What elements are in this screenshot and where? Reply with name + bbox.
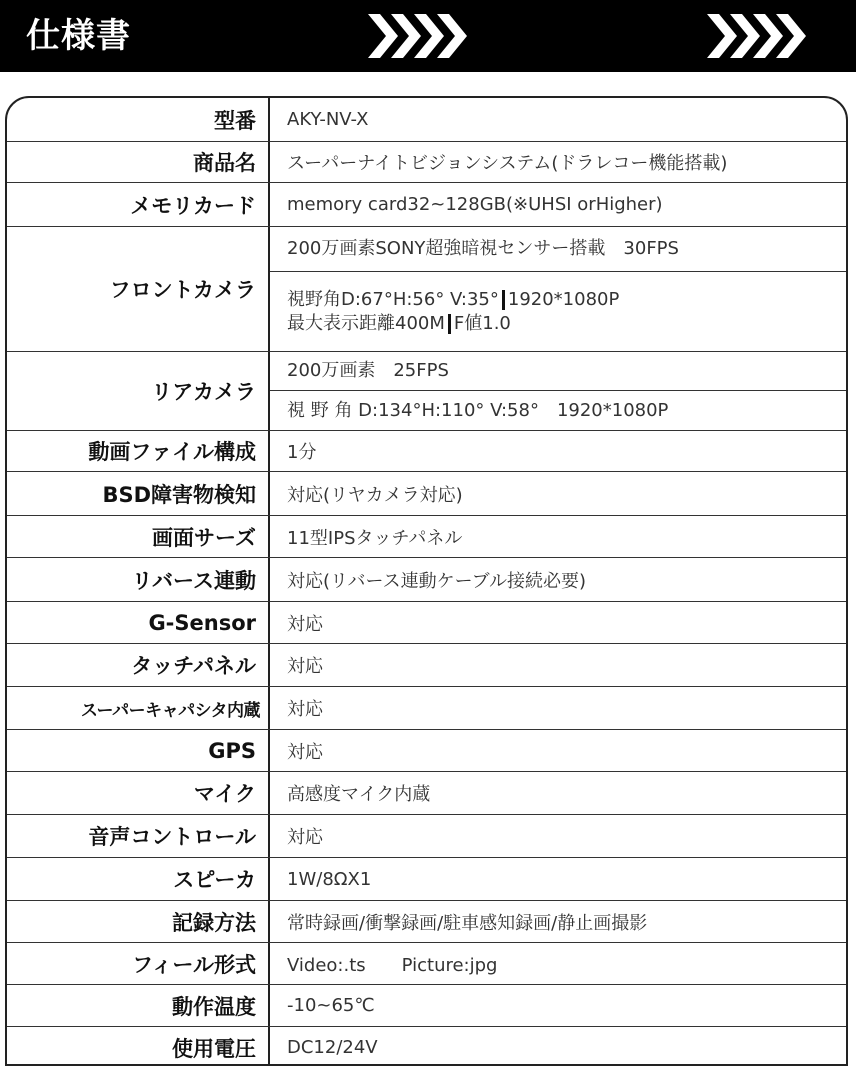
spec-value: AKY-NV-X [287, 109, 369, 130]
spec-label: マイク [7, 772, 270, 814]
spec-row-speaker [7, 857, 846, 900]
spec-label: リバース連動 [7, 558, 270, 601]
spec-row-format [7, 942, 846, 984]
spec-row-voltage [7, 1026, 846, 1066]
spec-value: DC12/24V [287, 1037, 378, 1058]
chevrons-icon [707, 12, 827, 60]
divider-bar [502, 290, 505, 310]
spec-row-record [7, 900, 846, 942]
spec-row-screen [7, 515, 846, 557]
spec-label: スピーカ [7, 858, 270, 900]
front-camera-aperture: F値1.0 [453, 313, 511, 334]
spec-value: 1W/8ΩX1 [287, 868, 372, 890]
front-camera-resolution: 1920*1080P [507, 289, 620, 310]
spec-row-reverse [7, 557, 846, 601]
spec-label: メモリカード [7, 183, 270, 226]
spec-label: 画面サーズ [7, 516, 270, 557]
spec-label: フロントカメラ [7, 227, 270, 351]
spec-row-rear-camera [7, 351, 846, 430]
spec-row-model [7, 98, 846, 141]
spec-row-temp [7, 984, 846, 1026]
spec-value: 1分 [287, 442, 317, 463]
spec-label: フィール形式 [7, 943, 270, 984]
spec-label: 商品名 [7, 142, 270, 182]
spec-label: スーパーキャパシタ内蔵 [7, 687, 270, 729]
spec-value: -10~65℃ [287, 995, 375, 1016]
spec-value: 常時録画/衝撃録画/駐車感知録画/静止画撮影 [287, 912, 648, 934]
front-camera-sensor: 200万画素SONY超強暗視センサー搭載 30FPS [287, 238, 679, 259]
spec-table [5, 96, 848, 1066]
spec-label: タッチパネル [7, 644, 270, 686]
page-title: 仕様書 [26, 16, 131, 56]
spec-row-bsd [7, 471, 846, 515]
header-banner [0, 0, 856, 72]
spec-label: G-Sensor [7, 602, 270, 643]
spec-value: 高感度マイク内蔵 [287, 784, 431, 805]
front-camera-distance: 最大表示距離400M [287, 313, 445, 334]
spec-value: 対応 [287, 613, 323, 635]
spec-value: 11型IPSタッチパネル [287, 527, 463, 549]
spec-row-mic [7, 771, 846, 814]
spec-row-file [7, 430, 846, 471]
spec-value: 対応 [287, 827, 323, 848]
spec-value: 対応(リバース連動ケーブル接続必要) [287, 570, 586, 592]
spec-label: GPS [7, 730, 270, 771]
spec-row-audio [7, 814, 846, 857]
spec-value: 対応(リヤカメラ対応) [287, 484, 463, 506]
spec-value: スーパーナイトビジョンシステム(ドラレコー機能搭載) [287, 153, 728, 174]
spec-value [270, 390, 846, 431]
spec-label: 型番 [7, 98, 270, 141]
spec-row-gsensor [7, 601, 846, 643]
spec-label: 記録方法 [7, 901, 270, 942]
rear-camera-fov: 視 野 角 D:134°H:110° V:58° 1920*1080P [287, 400, 669, 421]
spec-row-product [7, 141, 846, 182]
front-camera-fov: 視野角D:67°H:56° V:35° [287, 289, 499, 310]
spec-row-memory [7, 182, 846, 226]
spec-row-supercap [7, 686, 846, 729]
spec-value: 対応 [287, 699, 323, 720]
spec-label: 動作温度 [7, 985, 270, 1026]
spec-row-gps [7, 729, 846, 771]
spec-label: BSD障害物検知 [7, 472, 270, 515]
spec-value [270, 271, 846, 352]
spec-value [270, 227, 846, 271]
spec-label: 使用電圧 [7, 1027, 270, 1066]
spec-label: 動画ファイル構成 [7, 431, 270, 471]
spec-label: 音声コントロール [7, 815, 270, 857]
spec-value: Video:.ts Picture:jpg [287, 954, 498, 976]
divider-bar [448, 314, 451, 334]
spec-label: リアカメラ [7, 352, 270, 430]
spec-value: 対応 [287, 741, 323, 763]
spec-value [270, 352, 846, 390]
spec-value: memory card32~128GB(※UHSI orHigher) [287, 194, 663, 215]
spec-row-front-camera [7, 226, 846, 351]
spec-row-touch [7, 643, 846, 686]
spec-value: 対応 [287, 656, 323, 677]
chevrons-icon [368, 12, 488, 60]
rear-camera-sensor: 200万画素 25FPS [287, 360, 449, 381]
